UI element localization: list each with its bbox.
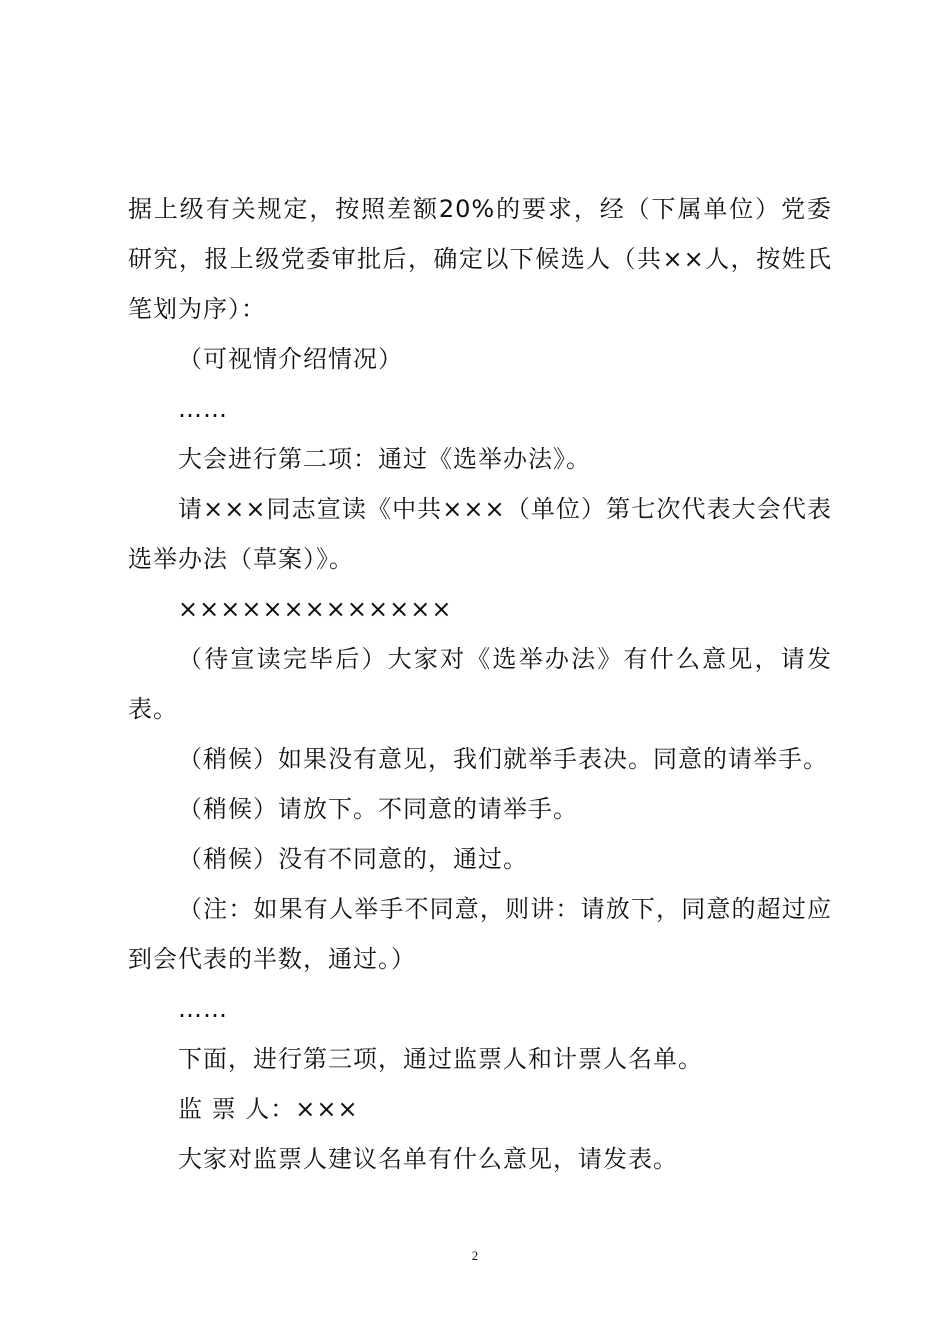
paragraph-item-two: 大会进行第二项：通过《选举办法》。: [178, 445, 591, 473]
paragraph-ask-opinions: （待宣读完毕后）大家对《选举办法》有什么意见，请发表。: [128, 645, 832, 723]
paragraph-placeholder-marks: ×××××××××××××: [178, 595, 453, 623]
paragraph-read-measures: 请×××同志宣读《中共×××（单位）第七次代表大会代表选举办法（草案）》。: [128, 495, 832, 573]
page-number: 2: [471, 1248, 479, 1263]
paragraph-scrutineer-opinions: 大家对监票人建议名单有什么意见，请发表。: [178, 1145, 678, 1173]
paragraph-vote-agree: （稍候）如果没有意见，我们就举手表决。同意的请举手。: [178, 745, 828, 773]
paragraph-introduce-note: （可视情介绍情况）: [178, 345, 403, 373]
paragraph-note: （注：如果有人举手不同意，则讲：请放下，同意的超过应到会代表的半数，通过。）: [128, 895, 832, 973]
paragraph-candidates-intro: 据上级有关规定，按照差额20%的要求，经（下属单位）党委研究，报上级党委审批后，确定以下候选人（共××人，按姓氏笔划为序）：: [128, 195, 832, 323]
paragraph-passed: （稍候）没有不同意的，通过。: [178, 845, 528, 873]
paragraph-scrutineer: 监 票 人：×××: [178, 1095, 359, 1123]
paragraph-ellipsis: ……: [178, 395, 228, 423]
paragraph-vote-disagree: （稍候）请放下。不同意的请举手。: [178, 795, 578, 823]
paragraph-ellipsis-2: ……: [178, 995, 228, 1023]
document-body: [128, 184, 832, 1184]
paragraph-item-three: 下面，进行第三项，通过监票人和计票人名单。: [178, 1045, 703, 1073]
